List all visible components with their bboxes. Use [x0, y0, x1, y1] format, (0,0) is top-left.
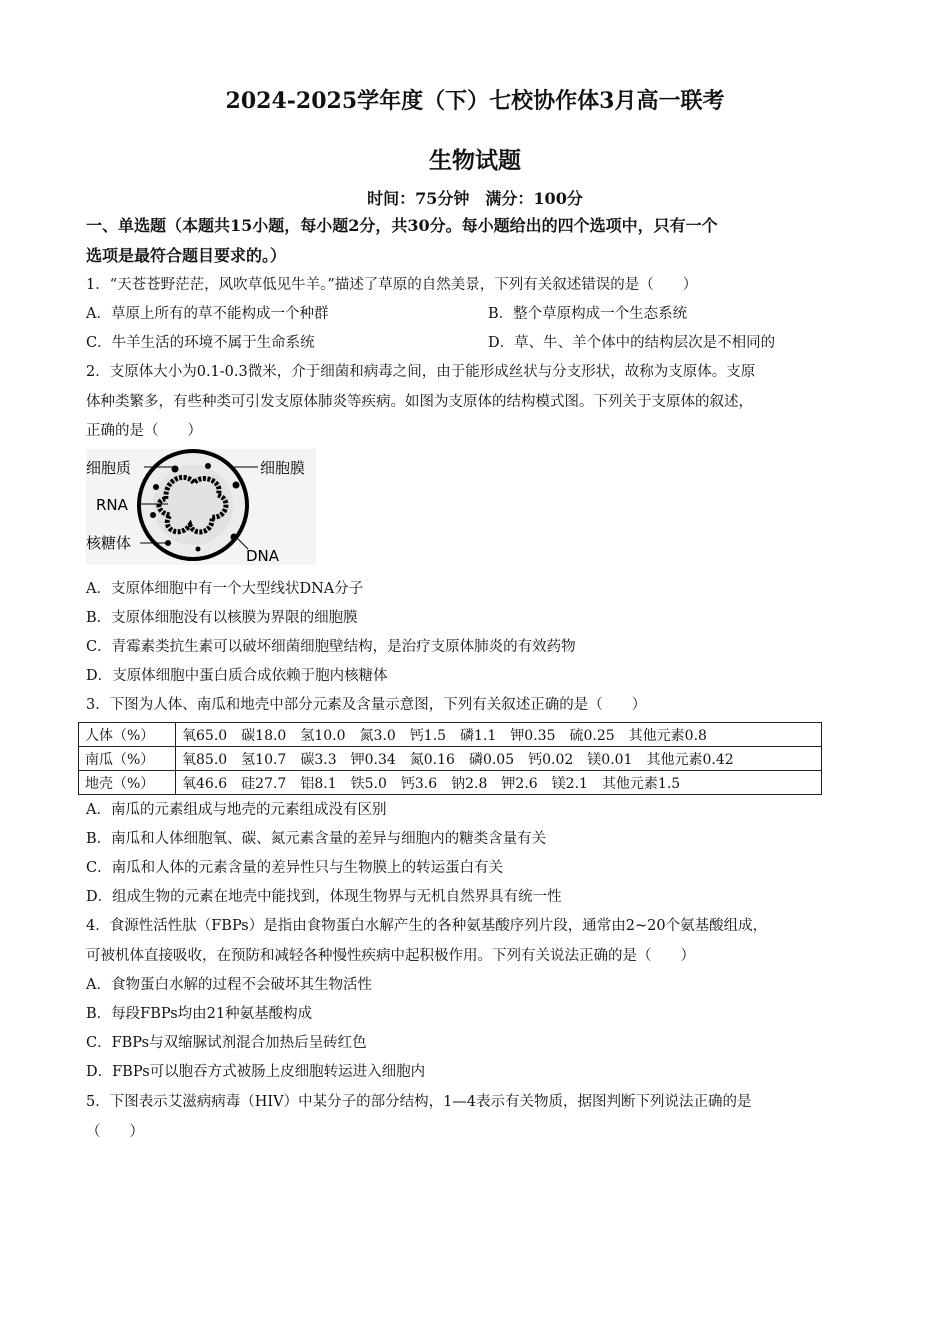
exam-title: 2024-2025学年度（下）七校协作体3月高一联考: [225, 88, 725, 114]
table-cell: 硫0.25: [569, 727, 615, 744]
row-label: 地壳（%）: [79, 771, 176, 795]
q1-option-a: A．草原上所有的草不能构成一个种群: [86, 306, 329, 322]
table-cell: 钾0.35: [510, 727, 556, 744]
table-cell: 碳18.0: [241, 727, 287, 744]
q1-stem: 1．“天苍苍野茫茫，风吹草低见牛羊。”描述了草原的自然美景，下列有关叙述错误的是（ ）: [86, 277, 698, 293]
table-cell: 碳3.3: [300, 751, 337, 768]
q4-stem-line1: 4．食源性活性肽（FBPs）是指由食物蛋白水解产生的各种氨基酸序列片段，通常由2~20个氨基酸组成，: [86, 918, 768, 934]
table-cell: 其他元素0.42: [646, 751, 734, 768]
table-row: [79, 771, 822, 795]
row-label: 南瓜（%）: [79, 747, 176, 771]
q4-option-d: D．FBPs可以胞吞方式被肠上皮细胞转运进入细胞内: [86, 1064, 426, 1080]
table-cell: 氮3.0: [359, 727, 396, 744]
ribosome-dot: [205, 463, 211, 469]
row-values: [176, 723, 822, 747]
table-cell: 磷0.05: [468, 751, 515, 768]
q2-stem-line2: 体种类繁多，有些种类可引发支原体肺炎等疾病。如图为支原体的结构模式图。下列关于支原体的叙述，: [86, 394, 753, 410]
q1-option-d: D．草、牛、羊个体中的结构层次是不相同的: [488, 335, 776, 351]
q2-stem-line1: 2．支原体大小为0.1-0.3微米，介于细菌和病毒之间，由于能形成丝状与分支形状，故称为支原体。支原: [86, 364, 756, 380]
q2-stem-line3: 正确的是（ ）: [86, 423, 202, 439]
table-cell: 氧65.0: [182, 727, 228, 744]
table-cell: 氧46.6: [182, 775, 228, 792]
label-cytoplasm: 细胞质: [86, 459, 132, 477]
ribosome-dot: [233, 482, 240, 489]
table-cell: 磷1.1: [460, 727, 497, 744]
mycoplasma-diagram: [86, 449, 316, 565]
label-membrane: 细胞膜: [260, 459, 306, 477]
q4-option-b: B．每段FBPs均由21种氨基酸构成: [86, 1006, 313, 1022]
table-cell: 钾0.34: [350, 751, 396, 768]
table-cell: 镁0.01: [587, 751, 633, 768]
q3-option-d: D．组成生物的元素在地壳中能找到，体现生物界与无机自然界具有统一性: [86, 889, 562, 905]
exam-meta: 时间：75分钟 满分：100分: [367, 189, 583, 208]
subject-title: 生物试题: [429, 147, 521, 174]
table-cell: 氮0.16: [409, 751, 455, 768]
table-cell: 钙3.6: [400, 775, 438, 792]
q3-option-c: C．南瓜和人体的元素含量的差异性只与生物膜上的转运蛋白有关: [86, 860, 504, 876]
table-cell: 钠2.8: [451, 775, 488, 792]
table-cell: 其他元素0.8: [628, 727, 707, 744]
mycoplasma-svg: [86, 449, 316, 565]
q2-option-a: A．支原体细胞中有一个大型线状DNA分子: [86, 581, 364, 597]
section-heading-line1: 一、单选题（本题共15小题，每小题2分，共30分。每小题给出的四个选项中，只有一个: [86, 216, 718, 235]
q4-stem-line2: 可被机体直接吸收，在预防和减轻各种慢性疾病中起积极作用。下列有关说法正确的是（ ）: [86, 948, 695, 964]
table-cell: 硅27.7: [241, 775, 287, 792]
table-cell: 铝8.1: [300, 775, 337, 792]
table-cell: 氧85.0: [182, 751, 228, 768]
ribosome-dot: [196, 547, 201, 552]
q5-stem-line2: （ ）: [86, 1124, 144, 1140]
label-ribosome: 核糖体: [86, 534, 132, 552]
ribosome-dot: [153, 484, 159, 490]
q2-option-b: B．支原体细胞没有以核膜为界限的细胞膜: [86, 610, 358, 626]
table-row: [79, 723, 822, 747]
q2-option-c: C．青霉素类抗生素可以破坏细菌细胞壁结构，是治疗支原体肺炎的有效药物: [86, 639, 576, 655]
cytoplasm-shape: [153, 465, 233, 545]
row-values: [176, 747, 822, 771]
label-dna: DNA: [246, 547, 280, 565]
table-cell: 氢10.0: [300, 727, 346, 744]
q3-option-b: B．南瓜和人体细胞氧、碳、氮元素含量的差异与细胞内的糖类含量有关: [86, 831, 547, 847]
row-label: 人体（%）: [79, 723, 176, 747]
q3-stem: 3．下图为人体、南瓜和地壳中部分元素及含量示意图，下列有关叙述正确的是（ ）: [86, 697, 647, 713]
section-heading-line2: 选项是最符合题目要求的。）: [86, 246, 287, 265]
label-rna: RNA: [96, 496, 128, 514]
table-cell: 镁2.1: [551, 775, 588, 792]
q4-option-c: C．FBPs与双缩脲试剂混合加热后呈砖红色: [86, 1035, 367, 1051]
row-values: [176, 771, 822, 795]
ribosome-dot: [150, 512, 156, 518]
q4-option-a: A．食物蛋白水解的过程不会破坏其生物活性: [86, 977, 372, 993]
table-cell: 钙1.5: [409, 727, 447, 744]
table-cell: 铁5.0: [350, 775, 387, 792]
element-content-table: [78, 722, 822, 795]
q5-stem-line1: 5．下图表示艾滋病病毒（HIV）中某分子的部分结构，1—4表示有关物质，据图判断下列说法正确的是: [86, 1094, 752, 1110]
q3-option-a: A．南瓜的元素组成与地壳的元素组成没有区别: [86, 802, 387, 818]
table-row: [79, 747, 822, 771]
table-cell: 其他元素1.5: [601, 775, 681, 792]
q2-option-d: D．支原体细胞中蛋白质合成依赖于胞内核糖体: [86, 668, 388, 684]
q1-option-c: C．牛羊生活的环境不属于生命系统: [86, 335, 315, 351]
table-cell: 氢10.7: [241, 751, 287, 768]
q1-option-b: B．整个草原构成一个生态系统: [488, 306, 688, 322]
table-cell: 钙0.02: [528, 751, 574, 768]
table-cell: 钾2.6: [501, 775, 538, 792]
